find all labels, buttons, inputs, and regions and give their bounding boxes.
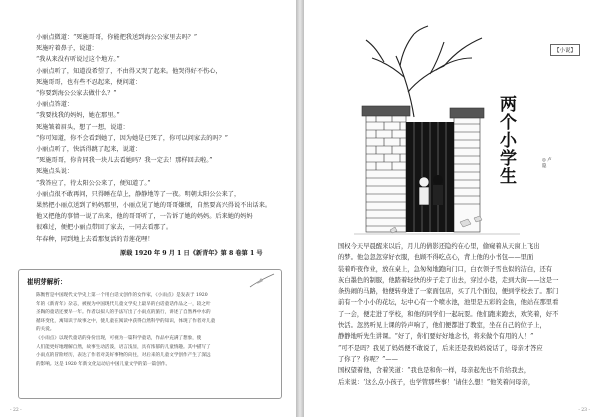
paragraph: “可不是吗？我见了妈妈便不敢说了，后来还是我妈妈说话了，母亲才答应	[338, 344, 543, 352]
paragraph: “你要到海公公家去做什么？”	[36, 90, 117, 98]
paragraph: 死施咛着鼻子，说道：	[36, 45, 98, 53]
paragraph: 条热闹的马路，他便转身进了一家面包店，买了几个面包，便到学校去了。那门	[338, 288, 559, 296]
analysis-paragraph: 陈衡哲是中国现代文学史上第一个用白话文创作的女作家，《小雨点》是发表于 1920	[36, 293, 208, 298]
paragraph: 小丽点答道：	[36, 101, 74, 109]
analysis-paragraph: 人们能更好地理解自然，故事生动活泼，语言浅显，具有浓郁的儿童情趣。其中描写了	[36, 344, 211, 350]
paragraph: 国权望着他，含着笑道：“我也是和你一样，母亲起先也不肯给我去，	[338, 367, 531, 375]
paragraph: 小丽点很不敢再问，只得睡在草上，静静地等了一夜。明朝太阳公公来了，	[36, 190, 241, 198]
left-page	[0, 0, 296, 417]
title-char: 小	[500, 131, 517, 151]
paragraph: 小丽点微道：“死施哥哥，你能把我送到海公公家里去吗？”	[36, 34, 198, 41]
paragraph: “你可知道，你不会看到她了，因为她是已死了，你可以问家去的吗？”	[36, 134, 228, 142]
analysis-title: 崔明芽解析：	[27, 278, 67, 286]
paragraph: 了一会，便走进了学校，和他的同学们一起玩耍。他们跑来跑去，欢笑着，好不	[338, 310, 559, 318]
section-tag: 【小说】	[550, 44, 580, 56]
paragraph: 前有一个小小的花坛，坛中心有一个喷水池，池里是五彩的金鱼，他站在那里看	[338, 299, 559, 307]
title-char: 个	[500, 113, 517, 133]
paragraph: 静静地听先生讲课。“好了，你们要好好地念书，将来做个有用的人！”	[338, 333, 534, 341]
paragraph: 灰白墨色的制服，他踏着轻快的步子走了出去，穿过小巷，走到大街——这是一	[338, 276, 559, 284]
paragraph: 他又把他的事情一说了出来，他的哥哥听了，一告诉了她的妈妈。后来她的妈妈	[36, 213, 253, 221]
paragraph: “我要找我的妈妈，她在那里。”	[36, 112, 120, 120]
paragraph: 小丽点听了，快活得跳了起来，说道：	[36, 146, 142, 154]
analysis-paragraph: 小雨点的冒险经历，表达了作者对美好事物的向往，对后来的儿童文学创作产生了深远	[36, 353, 211, 359]
paragraph: 年春种，同到地上去看那复活的青莲花哩！	[36, 235, 154, 243]
story-text	[24, 32, 276, 245]
paragraph: 死施点头说：	[36, 168, 74, 176]
title-char: 生	[500, 167, 517, 187]
page-number: - 23 -	[578, 408, 590, 413]
source-note: 原载 1920 年 9 月 1 日《新青年》第 8 卷第 1 号	[120, 250, 263, 257]
analysis-paragraph: 《小雨点》以现代童话的身份出现，可视为一篇科学童话，作品中充满了想象，使	[36, 335, 202, 341]
analysis-box	[18, 269, 282, 399]
paragraph: 快活。忽然听见上课的铃声响了，他们便都进了教室，坐在自己的位子上，	[338, 322, 546, 330]
paragraph: 国权今天早晨醒来以后，月儿的倩影还隐约在心里，偷窥着从天窗上飞出	[338, 243, 540, 250]
paragraph: 后来说：‘这么点小孩子，也学管那些事！’请住么想！”他笑着问母亲，	[338, 378, 535, 386]
paragraph: 死施皱着眉头，想了一想，说道：	[36, 123, 129, 131]
analysis-paragraph: 循环变化，寓知识于故事之中，使儿童在阅读中获得自然科学的知识，体现了作者对儿童	[36, 318, 216, 324]
quill-decoration-icon	[247, 272, 277, 290]
analysis-paragraph: 的关爱。	[36, 327, 55, 333]
author: ◎ 卢 隐	[542, 158, 552, 169]
paragraph: 果然把小丽点送到了妈妈那里，小丽点见了她的哥哥嫌烦，自然要高兴得说不出话来。	[36, 202, 272, 210]
paragraph: 装着昨夜作业，放在桌上，急匆匆地跑向门口，白衣领子雪也似的洁白，还有	[338, 265, 553, 273]
analysis-text	[27, 292, 273, 369]
story-title	[500, 96, 540, 186]
book-gutter	[296, 0, 304, 417]
analysis-paragraph: 年的《新青年》杂志，被视为中国现代儿童文学史上最早的白话童话作品之一，较之叶	[36, 301, 211, 307]
paragraph: “我从来没有听说过这个地方。”	[36, 56, 120, 64]
right-page	[304, 0, 600, 417]
analysis-paragraph: 圣陶的童话还要早一年。作者以拟人的手法写出了小雨点的旅行，讲述了自然界中水的	[36, 310, 211, 316]
paragraph: 的梦。他急忽忽穿好衣服，也顾不得吃点心，背上他的小书包——里面	[338, 254, 534, 262]
title-char: 两	[500, 95, 517, 115]
paragraph: 了你了？你呢？”——	[338, 355, 398, 363]
page-number: - 22 -	[10, 408, 22, 413]
analysis-paragraph: 的影响。这是 1920 年新文化运动后中国儿童文学的第一篇创作。	[36, 361, 171, 367]
title-char: 学	[500, 149, 517, 169]
paragraph: 很难过，便把小丽点带回了家去，一同去看那了。	[36, 224, 173, 232]
paragraph: 死施哥哥，也有些不忍起来，便问道：	[36, 78, 142, 86]
paragraph: “死施哥哥，你肯同我一块儿去看她吗？我一定去！那样回去啦。”	[36, 157, 213, 165]
paragraph: “我答应了，待太阳公公来了，便知道了。”	[36, 179, 151, 187]
story-text	[326, 241, 588, 388]
gate-illustration	[344, 22, 524, 240]
paragraph: 小丽点听了，知道没希望了，不由得又哭了起来。他哭得好不伤心，	[36, 67, 222, 75]
